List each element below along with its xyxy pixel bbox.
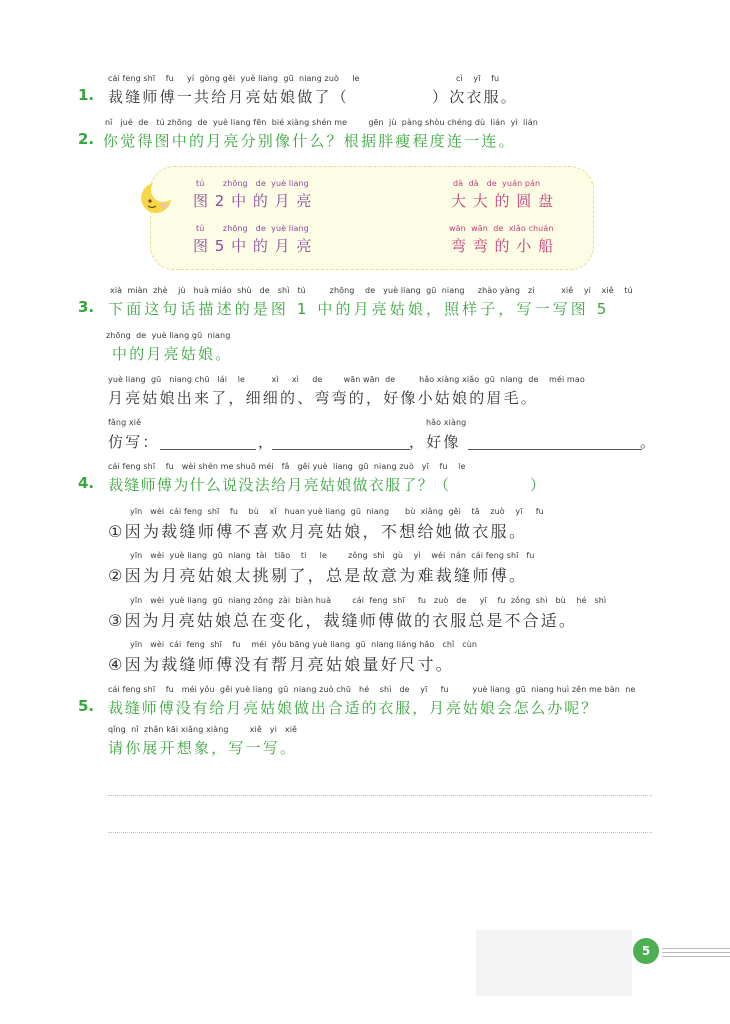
writing-line-1[interactable] xyxy=(108,795,652,796)
question-4-pinyin: cái feng shī fu wèi shén me shuō méi fǎ gěi yuè liang gū niang zuò yī fu le xyxy=(108,462,466,471)
option-4[interactable]: ④因为裁缝师傅没有帮月亮姑娘量好尺寸。 xyxy=(108,655,455,674)
question-5-text: 裁缝师傅没有给月亮姑娘做出合适的衣服，月亮姑娘会怎么办呢？ xyxy=(108,699,599,717)
option-4-pinyin: yīn wèi cái feng shī fu méi yǒu bāng yuè liang gū niang liáng hǎo chǐ cùn xyxy=(130,640,478,649)
question-2-number: 2. xyxy=(78,130,95,148)
page-number: 5 xyxy=(633,938,659,964)
question-3-pinyin: xià miàn zhè jù huà miáo shù de shì tú zhōng de yuè liang gū niang zhào yàng zi xiě yi xiě tú xyxy=(110,286,633,295)
question-3-number: 3. xyxy=(78,298,95,316)
question-4-text: 裁缝师傅为什么说没法给月亮姑娘做衣服了？（ xyxy=(108,476,451,494)
option-1[interactable]: ①因为裁缝师傅不喜欢月亮姑娘，不想给她做衣服。 xyxy=(108,522,528,541)
page-corner-shade xyxy=(476,930,632,996)
moon-icon xyxy=(134,176,176,218)
question-4-number: 4. xyxy=(78,474,95,492)
question-2-pinyin: nǐ jué de tú zhōng de yuè liang fēn bié xiàng shén me gēn jù pàng shòu chéng dù lián yì lián xyxy=(105,118,538,127)
question-1-number: 1. xyxy=(78,86,95,104)
question-3-text-2: 中的月亮姑娘。 xyxy=(112,345,233,363)
match-right-1[interactable]: 大 大 的 圆 盘 xyxy=(451,192,555,210)
question-3-text: 下面这句话描述的是图 1 中的月亮姑娘，照样子，写一写图 5 xyxy=(108,300,610,318)
option-2-pinyin: yīn wèi yuè liang gū niang tài tiāo ti le zǒng shì gù yì wéi nán cái feng shī fu xyxy=(130,551,535,560)
option-3[interactable]: ③因为月亮姑娘总在变化，裁缝师傅做的衣服总是不合适。 xyxy=(108,611,577,630)
hao-xiang-text: ，好像 xyxy=(409,433,461,451)
comma-1: ， xyxy=(258,433,276,451)
question-1-pinyin: cái feng shī fu yí gòng gěi yuè liang gū niang zuò le xyxy=(108,74,360,83)
example-sentence: 月亮姑娘出来了，细细的、弯弯的，好像小姑娘的眉毛。 xyxy=(108,389,539,407)
imitate-pinyin: fǎng xiě xyxy=(108,418,142,427)
answer-blank-3[interactable] xyxy=(468,449,642,450)
match-right-2[interactable]: 弯 弯 的 小 船 xyxy=(451,237,555,255)
page-number-lines xyxy=(662,948,730,960)
question-5-text-2: 请你展开想象，写一写。 xyxy=(108,739,298,757)
match-left-1[interactable]: 图 2 中 的 月 亮 xyxy=(193,192,313,210)
question-5-number: 5. xyxy=(78,697,95,715)
question-1-text-tail: ）次衣服。 xyxy=(432,88,519,106)
hao-xiang-pinyin: hǎo xiàng xyxy=(426,418,467,427)
match-right-1-pinyin: dà dà de yuán pán xyxy=(453,179,541,188)
writing-line-2[interactable] xyxy=(108,832,652,833)
answer-blank-1[interactable] xyxy=(160,449,256,450)
question-5-pinyin: cái feng shī fu méi yǒu gěi yuè liang gū niang zuò chū hé shì de yī fu yuè liang gū niang huì zěn me bàn ne xyxy=(108,685,636,694)
match-left-1-pinyin: tú zhōng de yuè liang xyxy=(196,179,309,188)
question-2-text: 你觉得图中的月亮分别像什么？根据胖瘦程度连一连。 xyxy=(103,132,516,150)
end-mark: 。 xyxy=(640,433,658,451)
question-1-pinyin-tail: cì yī fu xyxy=(456,74,500,83)
option-2[interactable]: ②因为月亮姑娘太挑剔了，总是故意为难裁缝师傅。 xyxy=(108,566,528,585)
match-left-2[interactable]: 图 5 中 的 月 亮 xyxy=(193,237,313,255)
imitate-label: 仿写： xyxy=(108,433,160,451)
example-pinyin: yuè liang gū niang chū lái le xì xì de wān wān de hǎo xiàng xiǎo gū niang de méi mao xyxy=(108,375,585,384)
match-left-2-pinyin: tú zhōng de yuè liang xyxy=(196,224,309,233)
option-1-pinyin: yīn wèi cái feng shī fu bù xǐ huan yuè liang gū niang bù xiǎng gěi tā zuò yī fu xyxy=(130,507,544,516)
match-right-2-pinyin: wān wān de xiǎo chuán xyxy=(449,224,554,233)
question-3-pinyin-2: zhōng de yuè liang gū niang xyxy=(106,331,231,340)
question-1-text: 裁缝师傅一共给月亮姑娘做了（ xyxy=(108,88,349,106)
option-3-pinyin: yīn wèi yuè liang gū niang zǒng zài biàn huà cái feng shī fu zuò de yī fu zǒng shì bù hé shì xyxy=(130,596,607,605)
question-5-pinyin-2: qǐng nǐ zhǎn kāi xiǎng xiàng xiě yi xiě xyxy=(108,725,298,734)
answer-blank-2[interactable] xyxy=(272,449,410,450)
question-4-close: ） xyxy=(530,476,548,494)
